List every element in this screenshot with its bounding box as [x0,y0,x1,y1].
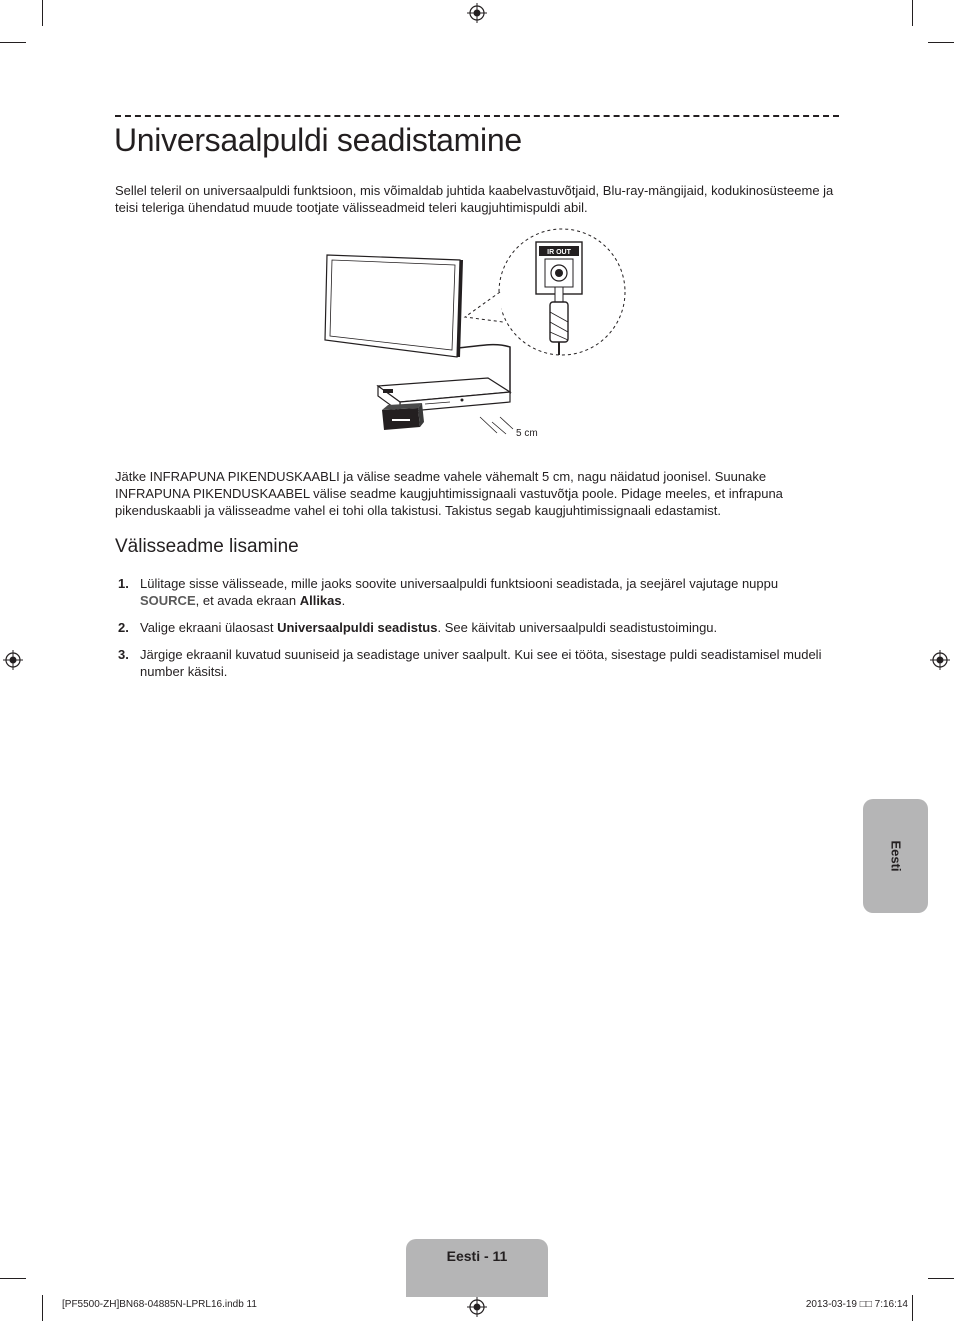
allikas-keyword: Allikas [299,593,342,608]
step-text: Järgige ekraanil kuvatud suuniseid ja seadistage univer saalpult. Kui see ei tööta, sisestage puldi seadistamisel mudeli number käsitsi. [140,647,822,679]
page-number: Eesti - 11 [446,1248,508,1264]
crop-mark [0,1278,26,1279]
crop-mark [42,1295,43,1321]
universal-remote-setup-keyword: Universaalpuldi seadistus [277,620,438,635]
step-number: 2. [118,620,129,635]
steps-list [115,575,840,690]
list-item [115,575,840,609]
distance-label: 5 cm [516,428,538,439]
crop-mark [928,1278,954,1279]
distance-indicator [480,417,538,439]
footer-timestamp: 2013-03-19 □□ 7:16:14 [805,1299,908,1310]
crop-mark [928,42,954,43]
step-text: Lülitage sisse välisseade, mille jaoks soovite universaalpuldi funktsiooni seadistada, ja seejärel vajutage nuppu [140,576,779,591]
registration-mark-icon [3,650,23,670]
language-side-tab [863,799,928,913]
crop-mark [912,1295,913,1321]
footer-file-info: [PF5500-ZH]BN68-04885N-LPRL16.indb 11 [62,1299,257,1310]
source-keyword: SOURCE [140,593,196,608]
registration-mark-icon [930,650,950,670]
list-item [115,646,840,680]
registration-mark-icon [467,1297,487,1317]
title-divider [115,115,839,117]
ir-blaster-illustration [382,403,424,430]
page-number-tab [406,1239,548,1297]
crop-mark [0,42,26,43]
intro-paragraph: Sellel teleril on universaalpuldi funktsioon, mis võimaldab juhtida kaabelvastuvõtjaid, Blu-ray-mängijaid, kodukinosüsteeme ja teisi teleriga ühendatud muude tootjate välisseadmeid teleri kaugjuhtimispuldi abil. [115,183,834,215]
registration-mark-icon [467,3,487,23]
step-text: , et avada ekraan [195,593,300,608]
step-number: 1. [118,576,129,591]
crop-mark [42,0,43,26]
language-tab-label: Eesti [888,840,903,872]
ir-cable-setup-diagram [320,222,640,452]
list-item [115,619,840,636]
placement-paragraph: Jätke INFRAPUNA PIKENDUSKAABLI ja välise seadme vahele vähemalt 5 cm, nagu näidatud joonisel. Suunake INFRAPUNA PIKENDUSKAABEL välise seadme kaugjuhtimissignaali vastuvõtja poole. Pidage meeles, et infrapuna pikenduskaabli ja välisseadme vahel ei tohi olla takistusi. Takistus segab kaugjuhtimissignaali edastamist. [115,469,783,518]
page-title: Universaalpuldi seadistamine [114,122,522,158]
section-heading: Välisseadme lisamine [115,536,299,557]
tv-illustration [325,255,463,357]
ir-out-callout [465,229,625,355]
step-number: 3. [118,647,129,662]
step-text: Valige ekraani ülaosast [140,620,278,635]
crop-mark [912,0,913,26]
step-text: . [341,593,346,608]
step-text: . See käivitab universaalpuldi seadistustoimingu. [437,620,718,635]
ir-out-label: IR OUT [547,249,571,256]
